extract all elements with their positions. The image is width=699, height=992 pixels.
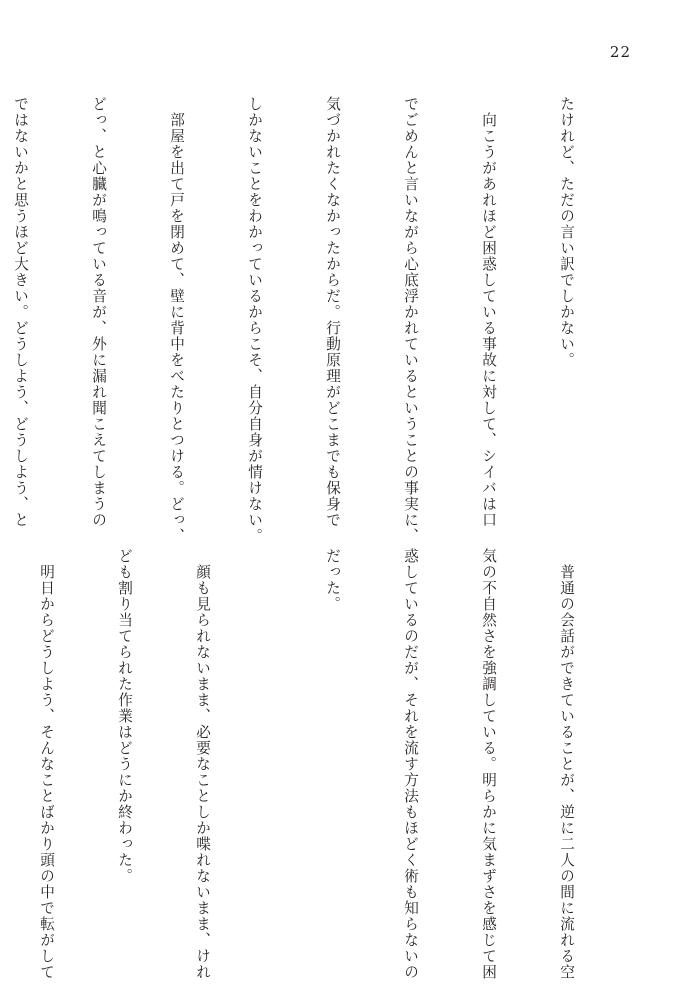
text-line: たけれど、ただの言い訳でしかない。 [558, 96, 575, 368]
text-line: 明日からどうしよう、そんなことばかり頭の中で転がして [38, 548, 55, 980]
text-line: でごめんと言いながら心底浮かれているということの事実に、 [402, 96, 419, 544]
text-line: 普通の会話ができていることが、逆に二人の間に流れる空 [558, 548, 575, 980]
text-block-top [0, 96, 631, 544]
text-line: 向こうがあれほど困惑している事故に対して、シイバは口 [480, 96, 497, 528]
text-line: 惑しているのだが、それを流す方法もほどく術も知らないの [402, 548, 419, 980]
text-line: ども割り当てられた作業はどうにか終わった。 [116, 548, 133, 884]
text-block-bottom [0, 548, 631, 980]
page-number: 22 [609, 43, 631, 61]
text-line: だった。 [324, 548, 341, 612]
text-line: ではないかと思うほど大きい。どうしよう、どうしよう、と [12, 96, 29, 528]
text-line: 顔も見られないまま、必要なことしか喋れないまま、けれ [194, 548, 211, 980]
text-line: どっ、と心臓が鳴っている音が、外に漏れ聞こえてしまうの [90, 96, 107, 528]
text-line: 気の不自然さを強調している。明らかに気まずさを感じて困 [480, 548, 497, 980]
text-line: 気づかれたくなかったからだ。行動原理がどこまでも保身で [324, 96, 341, 528]
text-line: 部屋を出て戸を閉めて、壁に背中をべたりとつける。どっ、 [168, 96, 185, 544]
text-line: しかないことをわかっているからこそ、自分自身が情けない。 [246, 96, 263, 544]
